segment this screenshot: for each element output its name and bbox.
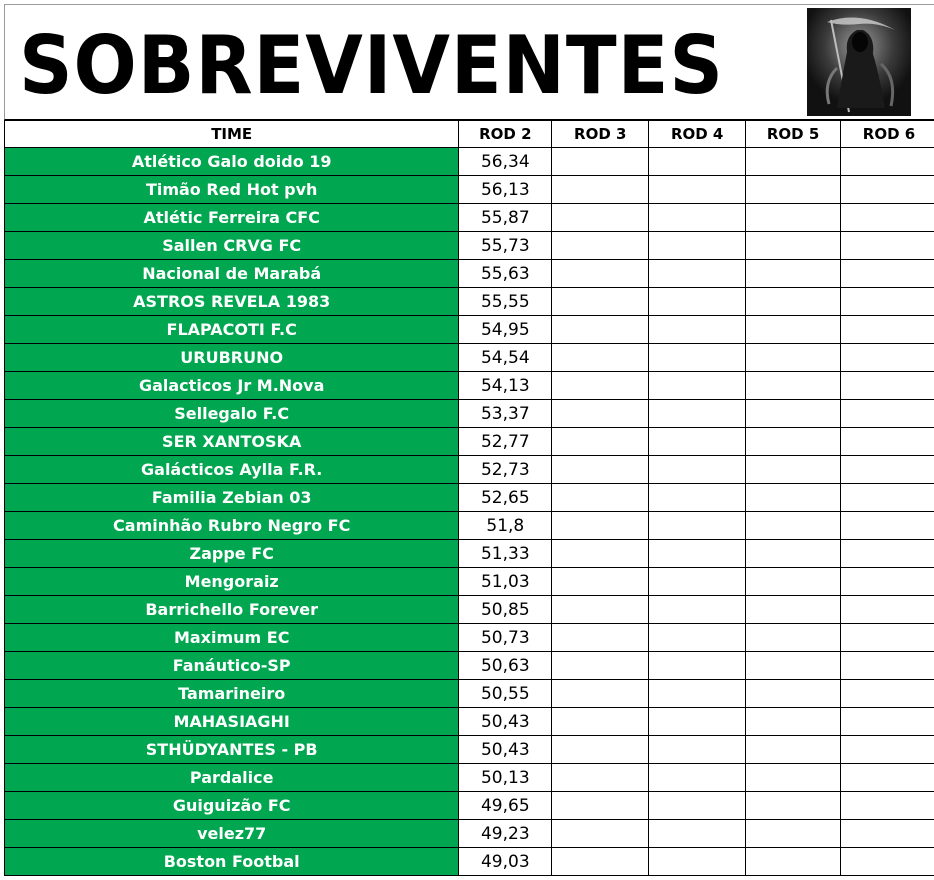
rod6-score-cell[interactable] bbox=[841, 316, 934, 344]
rod3-score-cell[interactable] bbox=[552, 540, 649, 568]
rod4-score-cell[interactable] bbox=[649, 652, 746, 680]
team-name-cell[interactable]: Nacional de Marabá bbox=[5, 260, 459, 288]
rod4-score-cell[interactable] bbox=[649, 680, 746, 708]
rod5-score-cell[interactable] bbox=[746, 148, 841, 176]
rod3-score-cell[interactable] bbox=[552, 176, 649, 204]
rod6-score-cell[interactable] bbox=[841, 428, 934, 456]
table-row bbox=[5, 792, 934, 820]
table-row bbox=[5, 148, 934, 176]
rod2-score-cell[interactable]: 50,85 bbox=[459, 596, 552, 624]
rod4-score-cell[interactable] bbox=[649, 708, 746, 736]
team-name-cell[interactable]: Guiguizão FC bbox=[5, 792, 459, 820]
rod6-score-cell[interactable] bbox=[841, 680, 934, 708]
table-row bbox=[5, 344, 934, 372]
team-name-cell[interactable]: URUBRUNO bbox=[5, 344, 459, 372]
team-name-cell[interactable]: Familia Zebian 03 bbox=[5, 484, 459, 512]
rod6-score-cell[interactable] bbox=[841, 624, 934, 652]
rod2-score-cell[interactable]: 50,73 bbox=[459, 624, 552, 652]
table-row bbox=[5, 428, 934, 456]
rod2-score-cell[interactable]: 55,73 bbox=[459, 232, 552, 260]
table-row bbox=[5, 764, 934, 792]
rod2-score-cell[interactable]: 50,55 bbox=[459, 680, 552, 708]
grim-reaper-image bbox=[807, 8, 911, 116]
rod6-score-cell[interactable] bbox=[841, 848, 934, 876]
table-row bbox=[5, 568, 934, 596]
table-row bbox=[5, 316, 934, 344]
rod6-score-cell[interactable] bbox=[841, 652, 934, 680]
team-name-cell[interactable]: Timão Red Hot pvh bbox=[5, 176, 459, 204]
team-name-cell[interactable]: Atlétic Ferreira CFC bbox=[5, 204, 459, 232]
table-row bbox=[5, 708, 934, 736]
table-row bbox=[5, 736, 934, 764]
team-name-cell[interactable]: STHÜDYANTES - PB bbox=[5, 736, 459, 764]
rod6-score-cell[interactable] bbox=[841, 204, 934, 232]
rod6-score-cell[interactable] bbox=[841, 148, 934, 176]
table-row bbox=[5, 680, 934, 708]
table-row bbox=[5, 176, 934, 204]
column-header-rod2: ROD 2 bbox=[459, 121, 552, 148]
rod2-score-cell[interactable]: 50,63 bbox=[459, 652, 552, 680]
rod5-score-cell[interactable] bbox=[746, 568, 841, 596]
table-row bbox=[5, 456, 934, 484]
header-row bbox=[5, 121, 934, 148]
table-row bbox=[5, 372, 934, 400]
rod5-score-cell[interactable] bbox=[746, 624, 841, 652]
rod6-score-cell[interactable] bbox=[841, 596, 934, 624]
team-name-cell[interactable]: Maximum EC bbox=[5, 624, 459, 652]
rod4-score-cell[interactable] bbox=[649, 400, 746, 428]
team-name-cell[interactable]: Atlético Galo doido 19 bbox=[5, 148, 459, 176]
rod5-score-cell[interactable] bbox=[746, 316, 841, 344]
team-name-cell[interactable]: Zappe FC bbox=[5, 540, 459, 568]
rod4-score-cell[interactable] bbox=[649, 288, 746, 316]
title-banner bbox=[4, 4, 934, 120]
rod5-score-cell[interactable] bbox=[746, 736, 841, 764]
rod6-score-cell[interactable] bbox=[841, 400, 934, 428]
rod3-score-cell[interactable] bbox=[552, 428, 649, 456]
column-header-rod4: ROD 4 bbox=[649, 121, 746, 148]
team-name-cell[interactable]: MAHASIAGHI bbox=[5, 708, 459, 736]
rod2-score-cell[interactable]: 54,54 bbox=[459, 344, 552, 372]
rod5-score-cell[interactable] bbox=[746, 820, 841, 848]
team-name-cell[interactable]: Tamarineiro bbox=[5, 680, 459, 708]
rod4-score-cell[interactable] bbox=[649, 624, 746, 652]
rod5-score-cell[interactable] bbox=[746, 708, 841, 736]
rod2-score-cell[interactable]: 55,63 bbox=[459, 260, 552, 288]
rod2-score-cell[interactable]: 49,03 bbox=[459, 848, 552, 876]
team-name-cell[interactable]: Galácticos Aylla F.R. bbox=[5, 456, 459, 484]
rod2-score-cell[interactable]: 50,43 bbox=[459, 736, 552, 764]
rod2-score-cell[interactable]: 55,87 bbox=[459, 204, 552, 232]
rod2-score-cell[interactable]: 51,8 bbox=[459, 512, 552, 540]
team-name-cell[interactable]: SER XANTOSKA bbox=[5, 428, 459, 456]
table-row bbox=[5, 484, 934, 512]
rod3-score-cell[interactable] bbox=[552, 652, 649, 680]
rod4-score-cell[interactable] bbox=[649, 596, 746, 624]
rod3-score-cell[interactable] bbox=[552, 316, 649, 344]
rod4-score-cell[interactable] bbox=[649, 736, 746, 764]
rod4-score-cell[interactable] bbox=[649, 484, 746, 512]
rod4-score-cell[interactable] bbox=[649, 792, 746, 820]
rod3-score-cell[interactable] bbox=[552, 400, 649, 428]
table-row bbox=[5, 288, 934, 316]
page-title: SOBREVIVENTES bbox=[19, 19, 724, 112]
rod4-score-cell[interactable] bbox=[649, 512, 746, 540]
column-header-rod3: ROD 3 bbox=[552, 121, 649, 148]
team-name-cell[interactable]: ASTROS REVELA 1983 bbox=[5, 288, 459, 316]
rod3-score-cell[interactable] bbox=[552, 848, 649, 876]
team-name-cell[interactable]: Galacticos Jr M.Nova bbox=[5, 372, 459, 400]
rod5-score-cell[interactable] bbox=[746, 456, 841, 484]
rod2-score-cell[interactable]: 51,33 bbox=[459, 540, 552, 568]
ranking-table bbox=[4, 120, 934, 876]
table-row bbox=[5, 624, 934, 652]
rod4-score-cell[interactable] bbox=[649, 204, 746, 232]
rod5-score-cell[interactable] bbox=[746, 372, 841, 400]
team-name-cell[interactable]: Boston Footbal bbox=[5, 848, 459, 876]
team-name-cell[interactable]: velez77 bbox=[5, 820, 459, 848]
rod5-score-cell[interactable] bbox=[746, 232, 841, 260]
rod3-score-cell[interactable] bbox=[552, 568, 649, 596]
rod6-score-cell[interactable] bbox=[841, 456, 934, 484]
table-row bbox=[5, 204, 934, 232]
team-name-cell[interactable]: Sellegalo F.C bbox=[5, 400, 459, 428]
rod6-score-cell[interactable] bbox=[841, 540, 934, 568]
rod4-score-cell[interactable] bbox=[649, 316, 746, 344]
rod6-score-cell[interactable] bbox=[841, 764, 934, 792]
table-row bbox=[5, 512, 934, 540]
rod4-score-cell[interactable] bbox=[649, 820, 746, 848]
rod6-score-cell[interactable] bbox=[841, 512, 934, 540]
rod6-score-cell[interactable] bbox=[841, 232, 934, 260]
table-row bbox=[5, 820, 934, 848]
rod4-score-cell[interactable] bbox=[649, 428, 746, 456]
rod3-score-cell[interactable] bbox=[552, 624, 649, 652]
rod3-score-cell[interactable] bbox=[552, 344, 649, 372]
rod3-score-cell[interactable] bbox=[552, 764, 649, 792]
rod3-score-cell[interactable] bbox=[552, 484, 649, 512]
rod3-score-cell[interactable] bbox=[552, 708, 649, 736]
table-row bbox=[5, 848, 934, 876]
rod3-score-cell[interactable] bbox=[552, 820, 649, 848]
rod2-score-cell[interactable]: 50,13 bbox=[459, 764, 552, 792]
rod2-score-cell[interactable]: 50,43 bbox=[459, 708, 552, 736]
rod3-score-cell[interactable] bbox=[552, 680, 649, 708]
table-row bbox=[5, 652, 934, 680]
rod6-score-cell[interactable] bbox=[841, 372, 934, 400]
rod4-score-cell[interactable] bbox=[649, 232, 746, 260]
column-header-time: TIME bbox=[5, 121, 459, 148]
rod4-score-cell[interactable] bbox=[649, 764, 746, 792]
rod2-score-cell[interactable]: 52,77 bbox=[459, 428, 552, 456]
team-name-cell[interactable]: FLAPACOTI F.C bbox=[5, 316, 459, 344]
rod2-score-cell[interactable]: 53,37 bbox=[459, 400, 552, 428]
rod2-score-cell[interactable]: 52,65 bbox=[459, 484, 552, 512]
rod6-score-cell[interactable] bbox=[841, 736, 934, 764]
rod3-score-cell[interactable] bbox=[552, 736, 649, 764]
spreadsheet bbox=[4, 4, 934, 876]
rod4-score-cell[interactable] bbox=[649, 848, 746, 876]
rod2-score-cell[interactable]: 49,23 bbox=[459, 820, 552, 848]
rod2-score-cell[interactable]: 49,65 bbox=[459, 792, 552, 820]
rod5-score-cell[interactable] bbox=[746, 512, 841, 540]
rod4-score-cell[interactable] bbox=[649, 148, 746, 176]
rod6-score-cell[interactable] bbox=[841, 568, 934, 596]
rod5-score-cell[interactable] bbox=[746, 596, 841, 624]
rod3-score-cell[interactable] bbox=[552, 204, 649, 232]
rod4-score-cell[interactable] bbox=[649, 344, 746, 372]
rod4-score-cell[interactable] bbox=[649, 372, 746, 400]
rod5-score-cell[interactable] bbox=[746, 484, 841, 512]
rod6-score-cell[interactable] bbox=[841, 176, 934, 204]
rod5-score-cell[interactable] bbox=[746, 680, 841, 708]
team-name-cell[interactable]: Mengoraiz bbox=[5, 568, 459, 596]
rod3-score-cell[interactable] bbox=[552, 148, 649, 176]
rod6-score-cell[interactable] bbox=[841, 792, 934, 820]
column-header-rod6: ROD 6 bbox=[841, 121, 934, 148]
rod5-score-cell[interactable] bbox=[746, 652, 841, 680]
rod5-score-cell[interactable] bbox=[746, 792, 841, 820]
table-row bbox=[5, 596, 934, 624]
rod6-score-cell[interactable] bbox=[841, 820, 934, 848]
rod5-score-cell[interactable] bbox=[746, 428, 841, 456]
rod5-score-cell[interactable] bbox=[746, 400, 841, 428]
rod3-score-cell[interactable] bbox=[552, 456, 649, 484]
rod5-score-cell[interactable] bbox=[746, 764, 841, 792]
team-name-cell[interactable]: Barrichello Forever bbox=[5, 596, 459, 624]
rod3-score-cell[interactable] bbox=[552, 372, 649, 400]
rod2-score-cell[interactable]: 54,13 bbox=[459, 372, 552, 400]
rod2-score-cell[interactable]: 52,73 bbox=[459, 456, 552, 484]
rod5-score-cell[interactable] bbox=[746, 848, 841, 876]
rod3-score-cell[interactable] bbox=[552, 792, 649, 820]
rod6-score-cell[interactable] bbox=[841, 484, 934, 512]
table-row bbox=[5, 540, 934, 568]
rod5-score-cell[interactable] bbox=[746, 260, 841, 288]
rod5-score-cell[interactable] bbox=[746, 344, 841, 372]
rod2-score-cell[interactable]: 51,03 bbox=[459, 568, 552, 596]
rod3-score-cell[interactable] bbox=[552, 512, 649, 540]
rod2-score-cell[interactable]: 56,34 bbox=[459, 148, 552, 176]
rod6-score-cell[interactable] bbox=[841, 288, 934, 316]
rod3-score-cell[interactable] bbox=[552, 232, 649, 260]
rod2-score-cell[interactable]: 55,55 bbox=[459, 288, 552, 316]
rod3-score-cell[interactable] bbox=[552, 260, 649, 288]
rod4-score-cell[interactable] bbox=[649, 176, 746, 204]
rod4-score-cell[interactable] bbox=[649, 568, 746, 596]
table-row bbox=[5, 260, 934, 288]
rod2-score-cell[interactable]: 56,13 bbox=[459, 176, 552, 204]
table-row bbox=[5, 232, 934, 260]
rod4-score-cell[interactable] bbox=[649, 456, 746, 484]
rod6-score-cell[interactable] bbox=[841, 260, 934, 288]
table-row bbox=[5, 400, 934, 428]
rod4-score-cell[interactable] bbox=[649, 540, 746, 568]
column-header-rod5: ROD 5 bbox=[746, 121, 841, 148]
rod3-score-cell[interactable] bbox=[552, 596, 649, 624]
team-name-cell[interactable]: Fanáutico-SP bbox=[5, 652, 459, 680]
rod5-score-cell[interactable] bbox=[746, 176, 841, 204]
rod2-score-cell[interactable]: 54,95 bbox=[459, 316, 552, 344]
team-name-cell[interactable]: Sallen CRVG FC bbox=[5, 232, 459, 260]
rod5-score-cell[interactable] bbox=[746, 540, 841, 568]
team-name-cell[interactable]: Caminhão Rubro Negro FC bbox=[5, 512, 459, 540]
rod4-score-cell[interactable] bbox=[649, 260, 746, 288]
rod3-score-cell[interactable] bbox=[552, 288, 649, 316]
team-name-cell[interactable]: Pardalice bbox=[5, 764, 459, 792]
rod5-score-cell[interactable] bbox=[746, 288, 841, 316]
rod6-score-cell[interactable] bbox=[841, 344, 934, 372]
rod6-score-cell[interactable] bbox=[841, 708, 934, 736]
rod5-score-cell[interactable] bbox=[746, 204, 841, 232]
